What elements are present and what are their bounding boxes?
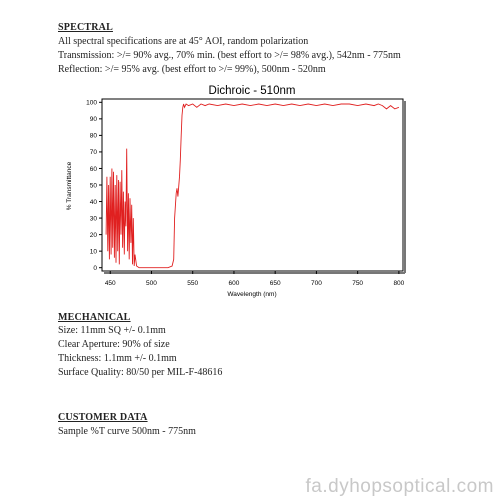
plot-frame <box>102 99 403 271</box>
y-tick-label: 100 <box>86 99 97 107</box>
spectral-line-aoi: All spectral specifications are at 45° AOI, random polarization <box>58 36 309 47</box>
mechanical-line-thickness: Thickness: 1.1mm +/- 0.1mm <box>58 353 177 364</box>
watermark-text: fa.dyhopsoptical.com <box>305 476 494 497</box>
spectral-line-reflection: Reflection: >/= 95% avg. (best effort to >/= 99%), 500nm - 520nm <box>58 64 326 75</box>
x-tick-label: 750 <box>352 280 364 287</box>
transmittance-curve <box>106 104 399 268</box>
x-tick-label: 800 <box>393 280 405 287</box>
y-tick-label: 90 <box>89 116 97 124</box>
y-tick-label: 50 <box>89 182 97 190</box>
spectral-heading: SPECTRAL <box>58 22 113 33</box>
mechanical-line-surface: Surface Quality: 80/50 per MIL-F-48616 <box>58 367 223 378</box>
y-tick-label: 80 <box>89 132 97 140</box>
chart-title: Dichroic - 510nm <box>208 85 296 97</box>
mechanical-line-aperture: Clear Aperture: 90% of size <box>58 339 170 350</box>
y-tick-label: 70 <box>89 149 97 157</box>
x-axis-label: Wavelength (nm) <box>227 291 277 298</box>
y-tick-label: 60 <box>89 165 97 173</box>
mechanical-heading: MECHANICAL <box>58 312 131 323</box>
customer-line-sample: Sample %T curve 500nm - 775nm <box>58 426 196 437</box>
x-tick-label: 500 <box>146 280 157 287</box>
y-tick-label: 30 <box>89 215 97 223</box>
y-tick-label: 20 <box>89 231 97 239</box>
y-axis-label: % Transmittance <box>66 161 73 211</box>
x-tick-label: 550 <box>187 280 199 287</box>
y-tick-label: 0 <box>93 264 97 272</box>
x-tick-label: 450 <box>104 280 116 287</box>
y-tick-label: 10 <box>89 248 97 256</box>
x-tick-label: 700 <box>310 280 322 287</box>
mechanical-line-size: Size: 11mm SQ +/- 0.1mm <box>58 325 166 336</box>
x-tick-label: 650 <box>269 280 281 287</box>
x-tick-label: 600 <box>228 280 240 287</box>
customer-data-heading: CUSTOMER DATA <box>58 412 148 423</box>
y-tick-label: 40 <box>89 198 97 206</box>
spectral-line-transmission: Transmission: >/= 90% avg., 70% min. (best effort to >/= 98% avg.), 542nm - 775nm <box>58 50 401 61</box>
